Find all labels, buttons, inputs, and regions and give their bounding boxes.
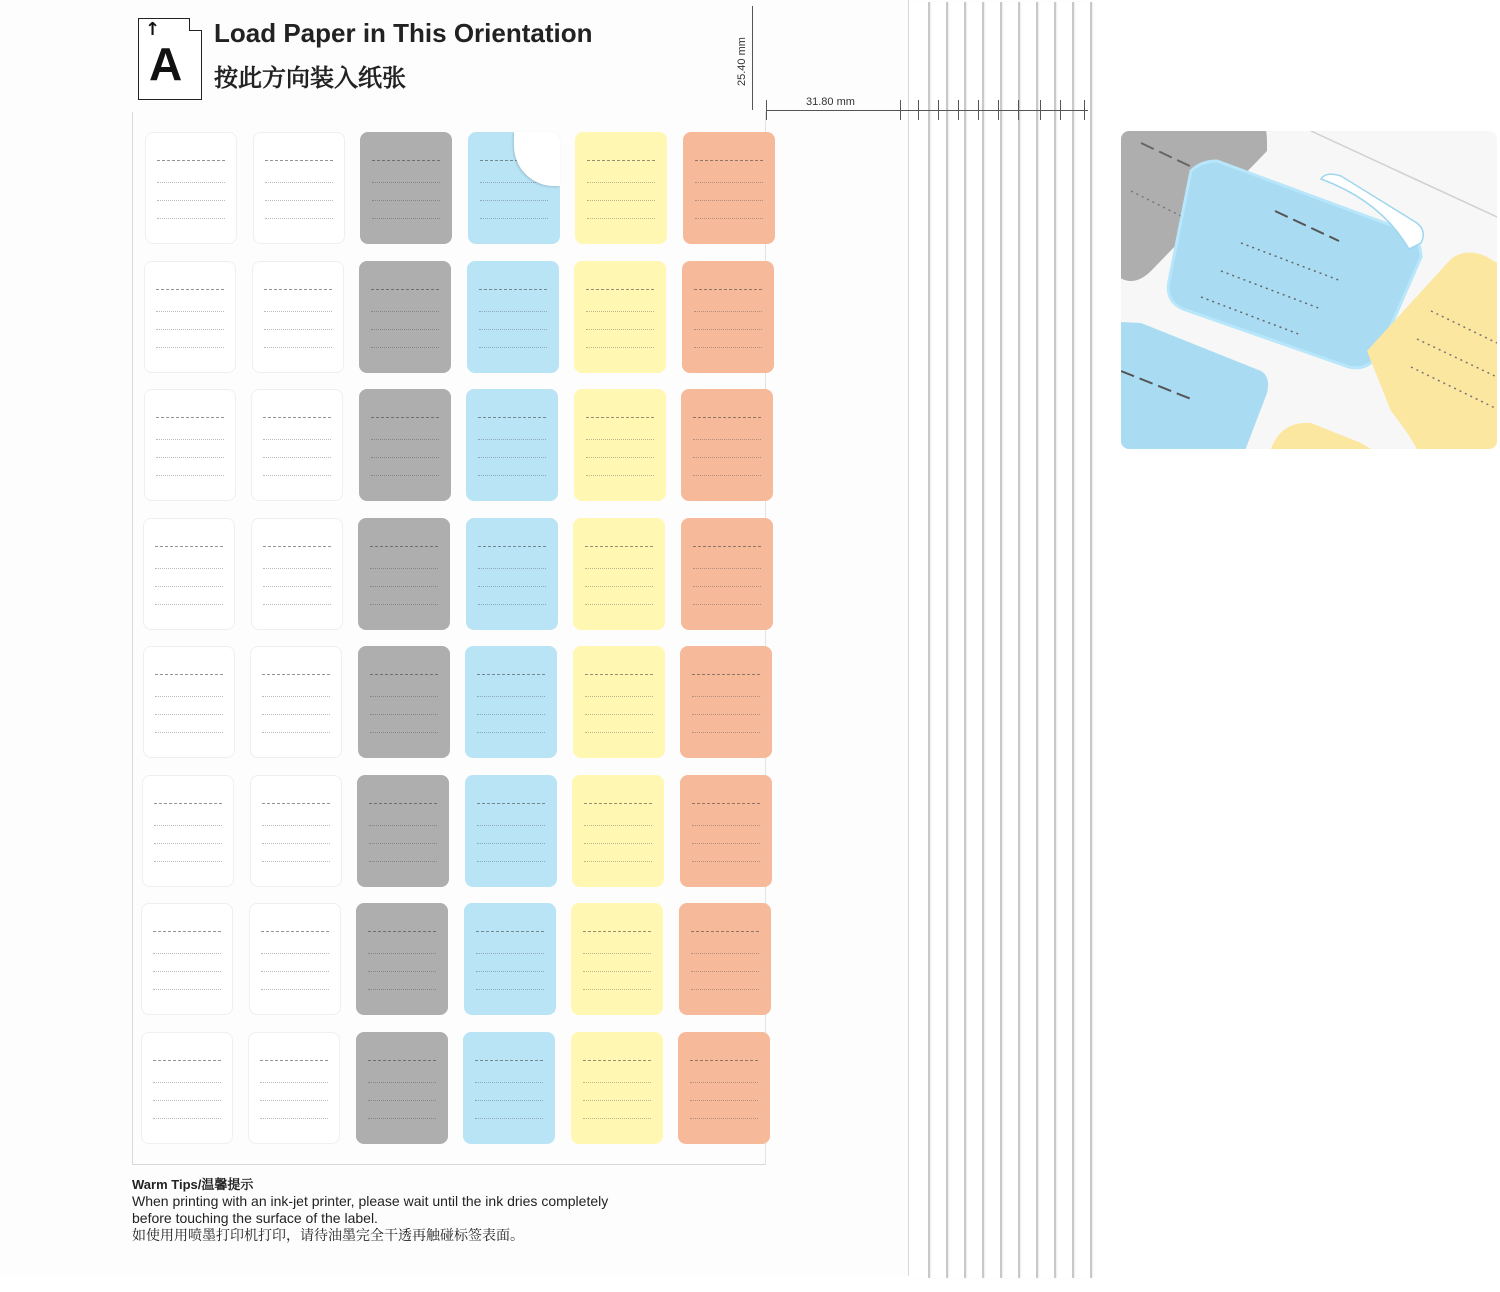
label-title-line: [691, 931, 759, 932]
sticker-label-gray: [359, 389, 451, 501]
label-writing-line: [583, 1118, 651, 1119]
tips-title: Warm Tips/温馨提示: [132, 1177, 254, 1192]
label-writing-line: [478, 568, 546, 569]
label-writing-line: [695, 182, 763, 183]
sticker-label-gray: [357, 775, 449, 887]
label-writing-line: [480, 200, 548, 201]
label-writing-line: [587, 182, 655, 183]
label-title-line: [264, 289, 332, 290]
label-title-line: [157, 160, 225, 161]
label-writing-line: [156, 475, 224, 476]
sticker-label-orange: [681, 518, 773, 630]
label-writing-line: [370, 696, 438, 697]
label-writing-line: [583, 1100, 651, 1101]
label-writing-line: [262, 696, 330, 697]
sticker-label-gray: [358, 518, 450, 630]
sticker-label-blue: [466, 389, 558, 501]
sticker-label-yellow: [573, 518, 665, 630]
label-writing-line: [371, 475, 439, 476]
label-writing-line: [156, 457, 224, 458]
label-writing-line: [260, 1118, 328, 1119]
peeled-corner-icon: [514, 132, 560, 186]
label-writing-line: [263, 568, 331, 569]
label-writing-line: [261, 971, 329, 972]
label-writing-line: [479, 347, 547, 348]
label-writing-line: [692, 825, 760, 826]
label-writing-line: [153, 1100, 221, 1101]
label-title-line: [586, 417, 654, 418]
label-writing-line: [692, 696, 760, 697]
sticker-label-gray: [358, 646, 450, 758]
label-writing-line: [586, 311, 654, 312]
label-title-line: [153, 931, 221, 932]
sheet-stack-edge: [912, 2, 930, 1278]
label-title-line: [477, 674, 545, 675]
label-grid: [132, 112, 766, 1165]
height-dimension-line: [752, 6, 753, 110]
sticker-label-yellow: [574, 389, 666, 501]
label-writing-line: [368, 1082, 436, 1083]
up-arrow-icon: ↑: [145, 19, 161, 40]
sticker-label-orange: [680, 775, 772, 887]
label-writing-line: [476, 989, 544, 990]
label-writing-line: [695, 218, 763, 219]
label-writing-line: [693, 439, 761, 440]
label-writing-line: [153, 1082, 221, 1083]
label-title-line: [694, 289, 762, 290]
label-writing-line: [690, 1082, 758, 1083]
label-writing-line: [368, 989, 436, 990]
label-writing-line: [368, 1100, 436, 1101]
sticker-label-orange: [681, 389, 773, 501]
label-writing-line: [368, 971, 436, 972]
label-writing-line: [476, 953, 544, 954]
label-title-line: [478, 417, 546, 418]
orientation-letter: A: [149, 38, 183, 90]
dimension-tick: [998, 100, 999, 120]
label-writing-line: [263, 457, 331, 458]
sticker-label-gray: [356, 1032, 448, 1144]
label-title-line: [478, 546, 546, 547]
sticker-label-blue: [465, 646, 557, 758]
sticker-label-white: [249, 903, 341, 1015]
label-writing-line: [475, 1100, 543, 1101]
label-writing-line: [370, 568, 438, 569]
label-writing-line: [371, 311, 439, 312]
label-title-line: [585, 674, 653, 675]
label-writing-line: [694, 311, 762, 312]
sticker-label-white: [253, 132, 345, 244]
label-writing-line: [265, 218, 333, 219]
dimension-tick: [1040, 100, 1041, 120]
orientation-icon: [138, 18, 202, 100]
label-writing-line: [157, 200, 225, 201]
label-writing-line: [369, 825, 437, 826]
width-dimension-label: 31.80 mm: [806, 96, 855, 108]
label-title-line: [586, 289, 654, 290]
label-writing-line: [585, 696, 653, 697]
label-writing-line: [369, 843, 437, 844]
label-writing-line: [370, 604, 438, 605]
label-writing-line: [155, 568, 223, 569]
label-writing-line: [262, 843, 330, 844]
sticker-label-blue: [468, 132, 560, 244]
label-writing-line: [691, 953, 759, 954]
label-writing-line: [583, 1082, 651, 1083]
label-writing-line: [476, 971, 544, 972]
sticker-label-orange: [680, 646, 772, 758]
sticker-label-yellow: [574, 261, 666, 373]
label-writing-line: [586, 475, 654, 476]
label-writing-line: [262, 861, 330, 862]
label-writing-line: [693, 568, 761, 569]
label-title-line: [368, 1060, 436, 1061]
label-writing-line: [155, 696, 223, 697]
sticker-label-white: [144, 261, 236, 373]
label-title-line: [263, 546, 331, 547]
label-writing-line: [475, 1118, 543, 1119]
label-writing-line: [372, 182, 440, 183]
label-writing-line: [692, 861, 760, 862]
label-writing-line: [371, 347, 439, 348]
label-writing-line: [372, 200, 440, 201]
label-writing-line: [156, 329, 224, 330]
label-title-line: [370, 546, 438, 547]
tips-line: 如使用用喷墨打印机打印，请待油墨完全干透再触碰标签表面。: [132, 1227, 524, 1243]
label-writing-line: [694, 329, 762, 330]
label-writing-line: [585, 586, 653, 587]
dimension-tick: [958, 100, 959, 120]
dimension-tick: [900, 100, 901, 120]
page-fold-corner: [189, 18, 202, 31]
label-title-line: [370, 674, 438, 675]
label-writing-line: [477, 825, 545, 826]
label-writing-line: [690, 1118, 758, 1119]
label-title-line: [262, 674, 330, 675]
warm-tips: [132, 1176, 832, 1244]
label-title-line: [153, 1060, 221, 1061]
label-title-line: [369, 803, 437, 804]
label-title-line: [477, 803, 545, 804]
label-title-line: [265, 160, 333, 161]
label-writing-line: [477, 696, 545, 697]
sticker-label-gray: [359, 261, 451, 373]
label-writing-line: [585, 714, 653, 715]
label-title-line: [260, 1060, 328, 1061]
label-title-line: [372, 160, 440, 161]
label-writing-line: [153, 989, 221, 990]
label-writing-line: [372, 218, 440, 219]
label-writing-line: [586, 329, 654, 330]
closeup-illustration: [1121, 131, 1497, 449]
label-writing-line: [692, 843, 760, 844]
dimension-tick: [1060, 100, 1061, 120]
label-title-line: [371, 417, 439, 418]
label-title-line: [262, 803, 330, 804]
label-writing-line: [370, 732, 438, 733]
sticker-label-gray: [356, 903, 448, 1015]
label-writing-line: [692, 732, 760, 733]
label-writing-line: [478, 586, 546, 587]
label-writing-line: [261, 989, 329, 990]
label-title-line: [584, 803, 652, 804]
label-title-line: [156, 289, 224, 290]
label-writing-line: [156, 311, 224, 312]
label-writing-line: [583, 971, 651, 972]
label-writing-line: [478, 457, 546, 458]
sticker-label-blue: [464, 903, 556, 1015]
sticker-label-white: [251, 518, 343, 630]
label-writing-line: [262, 714, 330, 715]
label-writing-line: [371, 439, 439, 440]
label-writing-line: [368, 1118, 436, 1119]
sticker-label-white: [248, 1032, 340, 1144]
sticker-label-yellow: [571, 1032, 663, 1144]
dimension-tick: [918, 100, 919, 120]
sticker-label-yellow: [571, 903, 663, 1015]
label-writing-line: [479, 311, 547, 312]
sticker-label-orange: [678, 1032, 770, 1144]
sheet-stack-edge: [1074, 2, 1092, 1278]
dimension-tick: [938, 100, 939, 120]
sticker-label-white: [252, 261, 344, 373]
sheet-stack-edge: [1020, 2, 1038, 1278]
label-writing-line: [157, 218, 225, 219]
label-writing-line: [693, 475, 761, 476]
label-writing-line: [478, 604, 546, 605]
label-writing-line: [371, 329, 439, 330]
label-writing-line: [155, 714, 223, 715]
label-writing-line: [478, 439, 546, 440]
label-writing-line: [260, 1100, 328, 1101]
label-writing-line: [479, 329, 547, 330]
label-writing-line: [260, 1082, 328, 1083]
label-writing-line: [263, 475, 331, 476]
label-writing-line: [153, 1118, 221, 1119]
label-writing-line: [263, 604, 331, 605]
orientation-title-zh: 按此方向装入纸张: [214, 64, 406, 92]
height-dimension-label: 25.40 mm: [736, 37, 748, 86]
tips-line: When printing with an ink-jet printer, please wait until the ink dries completely: [132, 1193, 609, 1209]
label-writing-line: [587, 200, 655, 201]
label-writing-line: [153, 953, 221, 954]
label-writing-line: [692, 714, 760, 715]
label-title-line: [368, 931, 436, 932]
label-title-line: [693, 546, 761, 547]
sticker-label-orange: [683, 132, 775, 244]
label-writing-line: [263, 439, 331, 440]
label-writing-line: [155, 732, 223, 733]
sticker-label-white: [251, 389, 343, 501]
label-writing-line: [477, 861, 545, 862]
sticker-label-white: [141, 903, 233, 1015]
label-writing-line: [586, 439, 654, 440]
label-writing-line: [691, 971, 759, 972]
label-writing-line: [153, 971, 221, 972]
label-writing-line: [156, 439, 224, 440]
sticker-label-white: [250, 775, 342, 887]
label-writing-line: [265, 200, 333, 201]
label-writing-line: [371, 457, 439, 458]
label-writing-line: [690, 1100, 758, 1101]
sticker-label-white: [142, 775, 234, 887]
label-title-line: [587, 160, 655, 161]
label-title-line: [156, 417, 224, 418]
dimension-tick: [766, 100, 767, 120]
sheet-stack-edge: [948, 2, 966, 1278]
sticker-label-blue: [466, 518, 558, 630]
label-title-line: [692, 674, 760, 675]
label-writing-line: [154, 825, 222, 826]
label-writing-line: [585, 568, 653, 569]
sheet-stack-edge: [1056, 2, 1074, 1278]
sticker-label-white: [143, 518, 235, 630]
label-writing-line: [693, 457, 761, 458]
sticker-label-white: [250, 646, 342, 758]
label-title-line: [155, 546, 223, 547]
label-writing-line: [583, 953, 651, 954]
label-writing-line: [154, 861, 222, 862]
label-title-line: [695, 160, 763, 161]
label-title-line: [261, 931, 329, 932]
label-writing-line: [262, 825, 330, 826]
label-writing-line: [693, 604, 761, 605]
sticker-label-blue: [465, 775, 557, 887]
sticker-label-yellow: [575, 132, 667, 244]
dimension-tick: [1084, 100, 1085, 120]
label-writing-line: [585, 732, 653, 733]
sticker-label-gray: [360, 132, 452, 244]
label-writing-line: [263, 586, 331, 587]
label-writing-line: [369, 861, 437, 862]
sticker-label-white: [143, 646, 235, 758]
label-writing-line: [584, 861, 652, 862]
dimension-tick: [1018, 100, 1019, 120]
dimension-tick: [978, 100, 979, 120]
sticker-label-orange: [682, 261, 774, 373]
label-title-line: [692, 803, 760, 804]
label-title-line: [583, 1060, 651, 1061]
label-writing-line: [475, 1082, 543, 1083]
label-writing-line: [695, 200, 763, 201]
label-writing-line: [157, 182, 225, 183]
label-writing-line: [262, 732, 330, 733]
sticker-label-orange: [679, 903, 771, 1015]
label-writing-line: [261, 953, 329, 954]
sticker-label-yellow: [573, 646, 665, 758]
label-writing-line: [264, 329, 332, 330]
label-writing-line: [477, 714, 545, 715]
sheet-stack-edge: [1038, 2, 1056, 1278]
sheet-stack-edge: [930, 2, 948, 1278]
sticker-label-yellow: [572, 775, 664, 887]
sticker-label-white: [144, 389, 236, 501]
label-writing-line: [585, 604, 653, 605]
label-title-line: [476, 931, 544, 932]
label-title-line: [690, 1060, 758, 1061]
label-title-line: [693, 417, 761, 418]
label-writing-line: [370, 586, 438, 587]
label-writing-line: [584, 843, 652, 844]
label-writing-line: [154, 843, 222, 844]
label-title-line: [263, 417, 331, 418]
label-writing-line: [368, 953, 436, 954]
label-writing-line: [477, 732, 545, 733]
label-writing-line: [583, 989, 651, 990]
label-writing-line: [584, 825, 652, 826]
label-writing-line: [693, 586, 761, 587]
sheet-stack-edge: [1002, 2, 1020, 1278]
sticker-label-white: [145, 132, 237, 244]
label-title-line: [154, 803, 222, 804]
label-writing-line: [156, 347, 224, 348]
label-writing-line: [370, 714, 438, 715]
tips-line: before touching the surface of the label.: [132, 1210, 378, 1226]
label-writing-line: [478, 475, 546, 476]
label-title-line: [583, 931, 651, 932]
label-writing-line: [586, 457, 654, 458]
label-title-line: [371, 289, 439, 290]
label-title-line: [475, 1060, 543, 1061]
label-writing-line: [480, 218, 548, 219]
label-writing-line: [694, 347, 762, 348]
label-writing-line: [265, 182, 333, 183]
orientation-title-en: Load Paper in This Orientation: [214, 18, 593, 48]
sticker-label-blue: [467, 261, 559, 373]
label-title-line: [155, 674, 223, 675]
sticker-label-white: [141, 1032, 233, 1144]
label-writing-line: [264, 311, 332, 312]
sheet-stack-edge: [984, 2, 1002, 1278]
label-writing-line: [264, 347, 332, 348]
sheet-stack-edge: [966, 2, 984, 1278]
label-writing-line: [155, 586, 223, 587]
label-writing-line: [691, 989, 759, 990]
label-writing-line: [155, 604, 223, 605]
sticker-label-blue: [463, 1032, 555, 1144]
label-writing-line: [477, 843, 545, 844]
label-title-line: [585, 546, 653, 547]
label-title-line: [479, 289, 547, 290]
closeup-inset: [1121, 131, 1497, 449]
label-writing-line: [587, 218, 655, 219]
label-writing-line: [586, 347, 654, 348]
